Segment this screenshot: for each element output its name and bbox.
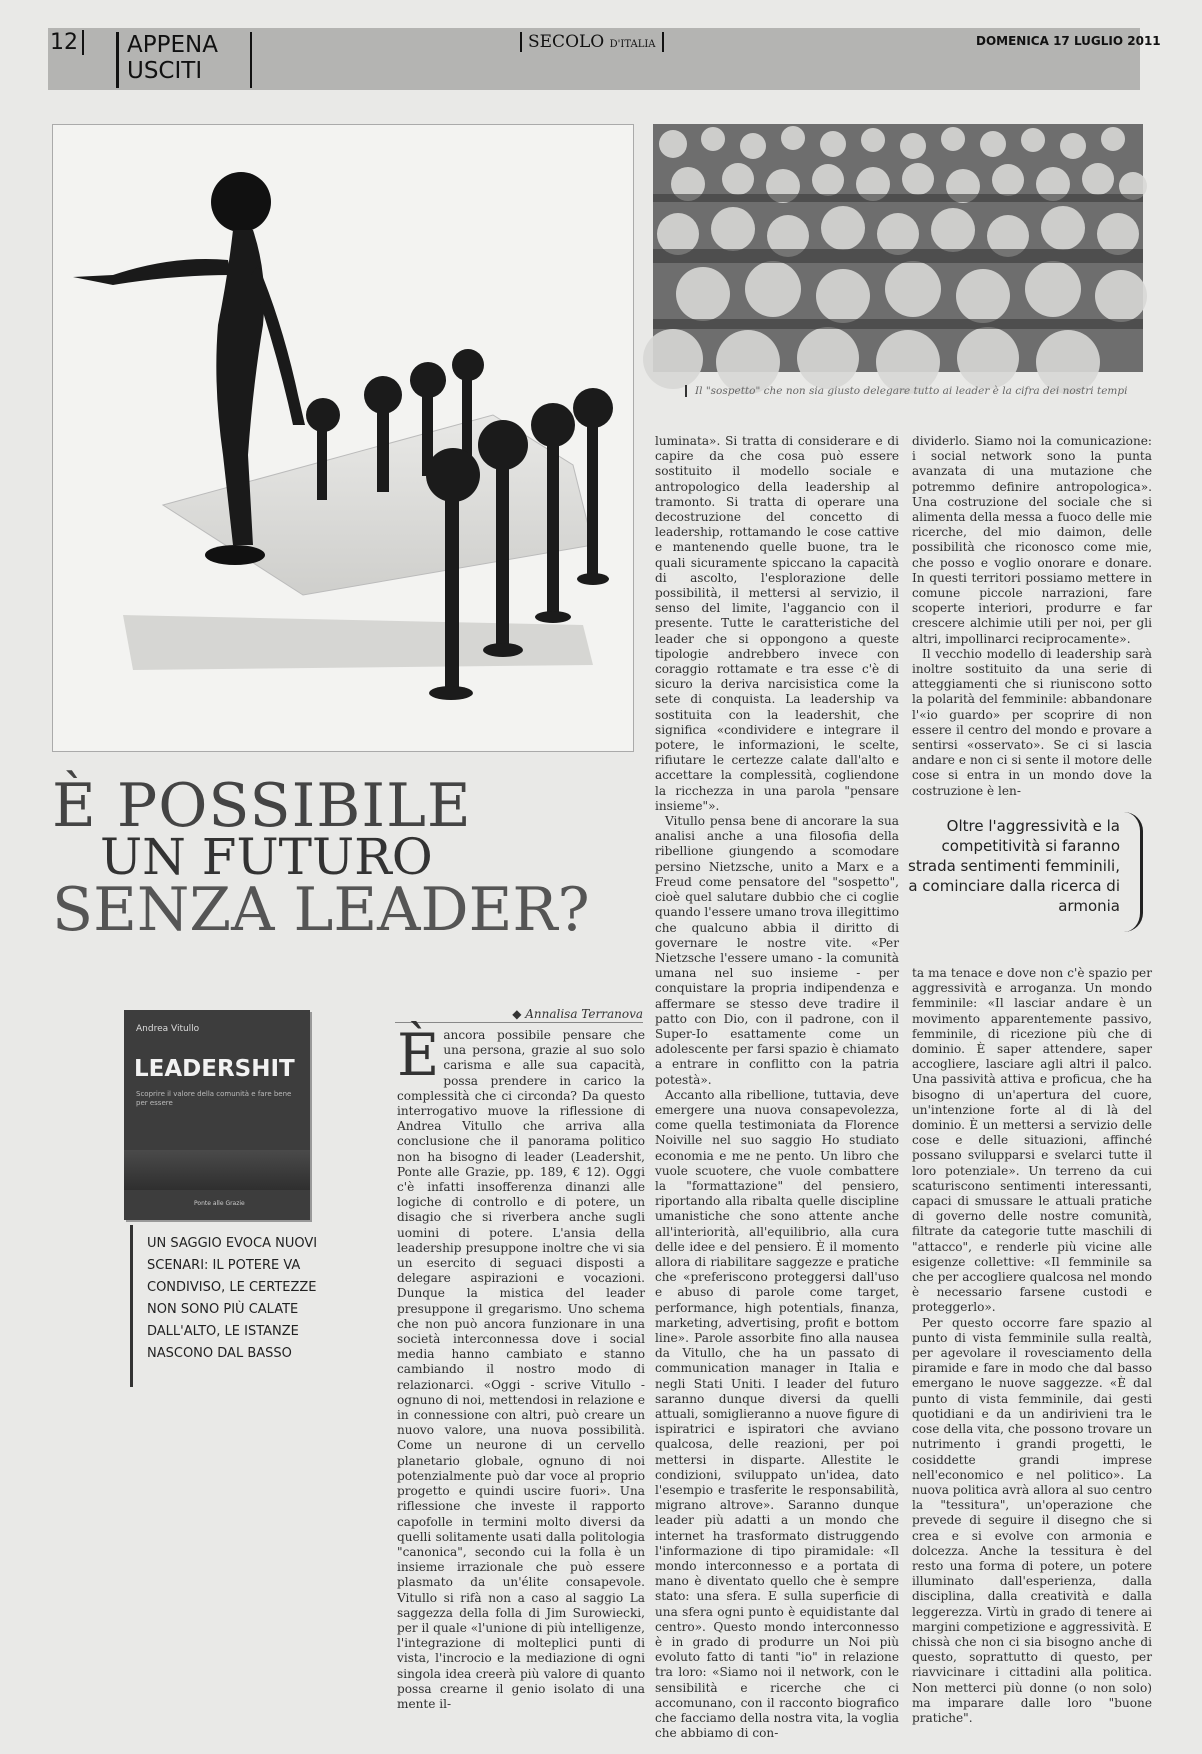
leader-followers-illustration [52,124,634,752]
crowd-image [653,124,1143,372]
paragraph: dividerlo. Siamo noi la comunicazione: i social network sono la punta avanzata di una mutazione che potremmo definire antropologica». Una costruzione del sociale che si alimenta della messa a fuoco delle mie ricerche, del mio daimon, delle possibilità che riconosco come mie, che posso e voglio onorare e donare. In questi territori possiamo mettere in comune piccole narrazioni, fare scoperte interiori, produrre e far crescere alchimie utili per noi, per gli altri, impollinarci reciprocamente». [912,434,1152,646]
book-cover [124,1010,310,1220]
masthead-name: SECOLO [528,32,605,52]
paragraph: Vitullo pensa bene di ancorare la sua analisi anche a una filosofia della ribellione giungendo a scomodare persino Nietzsche, unito a Marx e a Freud come pensatore del "sospetto", cioè quel salutare dubbio che ci coglie quando l'essere umano trova illegittimo che qualcuno abbia il diritto di governare le nostre vite. «Per Nietzsche l'essere umano - la comunità umana nel suo insieme - per conquistare la propria indipendenza e affermare se stesso deve tradire il patto con Dio, con il padrone, con il Super-Io esattamente come un adolescente per farsi spazio è chiamato a entrare in conflitto con la patria potestà». [655,814,899,1087]
crowd-photo [653,124,1143,372]
book-author: Andrea Vitullo [136,1024,200,1034]
article-column-3-top [912,434,1152,798]
paragraph: ta ma tenace e dove non c'è spazio per aggressività e arroganza. Un mondo femminile: «Il lasciar andare è un movimento apparentemente passivo, femminile, di ricezione più che di dominio. È saper attendere, saper accogliere, lasciare agli altri il palco. Una passività attiva e proficua, che ha bisogno di un'apertura del cuore, un'intenzione forte al di là del dominio. È un mettersi a servizio delle cose e delle situazioni, affinché possano svilupparsi e svelarci tutte il loro potenziale». Un terreno da cui scaturiscono sentimenti interessanti, capaci di smussare le attuali pratiche di governo delle nostre comunità, filtrate da categorie tutte maschili di "attacco", e renderle più vicine alle esigenze collettive: «Il femminile sa che per accogliere qualcosa nel mondo è necessario farsene custodi e proteggerlo». [912,966,1152,1315]
paragraph: ancora possibile pensare che una persona, grazie al suo solo carisma e alle sua capacità, possa prendere in carico la complessità che ci circonda? Da questo interrogativo muove la riflessione di Andrea Vitullo che arriva alla conclusione che il panorama politico non ha bisogno di leader (Leadershit, Ponte alle Grazie, pp. 189, € 12). Oggi c'è infatti insofferenza dinanzi alle logiche di controllo e di potere, un disagio che si riverbera anche sugli uomini di potere. L'ansia della leadership presuppone inoltre che vi sia un esercito di seguaci disposti a delegare aspirazioni e vocazioni. Dunque la mistica del leader presuppone il gregarismo. Uno schema che non può ancora funzionare in una società interconnessa dove i social media hanno cambiato e stanno cambiando il nostro modo di relazionarci. «Oggi - scrive Vitullo - ognuno di noi, mettendosi in relazione e in connessione con altri, può creare un nuovo valore, una nuova possibilità. Come un neurone di un cervello planetario globale, ognuno di noi potenzialmente può dar voce al proprio progetto e quindi uscire fuori». Una riflessione che investe il rapporto capofolle in termini molto diversi da quelli solitamente usati dalla politologia "canonica", secondo cui la folla è un insieme irrazionale che può essere plasmato da un'élite consapevole. Vitullo si rifà non a caso al saggio La saggezza della folla di Jim Surowiecki, per il quale «l'unione di più intelligenze, l'integrazione di molteplici punti di vista, l'incrocio e la mediazione di ogni singola idea creerà più valore di quanto possa crearne il genio isolato di una mente il- [397,1028,645,1711]
section-label-line2: USCITI [127,58,203,84]
photo-caption: Il "sospetto" che non sia giusto delegare tutto ai leader è la cifra dei nostri tempi [685,385,1155,397]
section-label-line1: APPENA [127,32,218,58]
book-title: LEADERSHIT [134,1056,295,1082]
paragraph: Accanto alla ribellione, tuttavia, deve emergere una nuova consapevolezza, come quella testimoniata da Florence Noiville nel suo saggio Ho studiato economia e me ne pento. Un libro che vuole scuotere, che vuole combattere la "formattazione" del pensiero, riportando alla ribalta quelle discipline umanistiche che sono attente anche all'interiorità, all'equilibrio, alla cura delle idee e del pensiero. È il momento allora di riabilitare saggezze e pratiche che «preferiscono proteggersi dall'uso e abuso di parole come target, performance, high potentials, finanza, marketing, advertising, profit e bottom line». Parole assorbite fino alla nausea da Vitullo, che ha un passato di communication manager in Italia e negli Stati Uniti. I leader del futuro saranno dunque diversi da quelli attuali, somiglieranno a nuove figure di ispiratrici e ispiratori che avviano qualcosa, delle reazioni, per poi mettersi in disparte. Allestite le condizioni, sviluppato un'idea, dato l'esempio e trasferite le responsabilità, migrano altrove». Saranno dunque leader più adatti a un mondo che internet ha trasformato distruggendo l'informazione di tipo piramidale: «Il mondo interconnesso e a portata di mano è diventato quello che è sempre stato: una sfera. E sulla superficie di una sfera ogni punto è equidistante dal centro». Questo mondo interconnesso è in grado di produrre un Noi più evoluto fatto di tanti "io" in relazione tra loro: «Siamo noi il network, con le sensibilità e ricerche che ci accomunano, con il racconto biografico che facciamo della nostra vita, la voglia che abbiamo di con- [655,1087,899,1741]
masthead [520,32,664,52]
headline-line2: UN FUTURO [100,828,433,886]
headline-line3: SENZA LEADER? [52,875,590,945]
book-cover-decoration [124,1150,310,1190]
pull-quote: Oltre l'aggressività e la competitività si faranno strada sentimenti femminili, a cominciare dalla ricerca di armonia [908,817,1120,915]
issue-date: DOMENICA 17 LUGLIO 2011 [976,34,1161,48]
sidebar-caption: UN SAGGIO EVOCA NUOVI SCENARI: IL POTERE VA CONDIVISO, LE CERTEZZE NON SONO PIÙ CALATE DALL'ALTO, LE ISTANZE NASCONO DAL BASSO [130,1225,320,1387]
paragraph: luminata». Si tratta di considerare e di capire da che cosa può essere sostituito il modello sociale e antropologico della leadership al tramonto. Si tratta di operare una decostruzione del concetto di leadership, rottamando le cose cattive e mantenendo quelle buone, tra le quali sicuramente spiccano la capacità di ascolto, l'esplorazione delle possibilità, il mettersi al servizio, il senso del limite, l'aggancio con il presente. Tutte le caratteristiche del leader che si oppongono a queste tipologie andrebbero invece con coraggio rottamate e tra esse c'è di sicuro la deriva narcisistica come la sete di conquista. La leadership va sostituita con la leadershit, che significa «condividere e integrare il potere, le informazioni, le scelte, rifiutare le certezze calate dall'alto e accettare la complessità, cogliendone la ricchezza in una parola "pensare insieme"». [655,434,899,813]
pull-quote-bracket [1124,812,1143,932]
drop-cap: È [397,1021,440,1089]
leader-figure-image [53,125,633,751]
masthead-suffix: D'ITALIA [609,39,656,50]
paragraph: Per questo occorre fare spazio al punto di vista femminile sulla realtà, per agevolare il rovesciamento della piramide e fare in modo che dal basso emergano le nuove saggezze. «È dal punto di vista femminile, dai gesti quotidiani e da un andirivieni tra le cose della vita, che possono trovare un nutrimento i grandi progetti, le cosiddette grandi imprese nell'economico e nel politico». La nuova politica avrà allora al suo centro la "tessitura", un'operazione che prevede di seguire il disegno che si crea e si evolve con armonia e dolcezza. Anche la tessitura è del resto una forma di potere, un potere illuminato dall'esperienza, dalla disciplina, dalla creatività e dalla leggerezza. Virtù in grado di tenere ai margini competizione e aggressività. E chissà che non ci sia bisogno anche di questo, soprattutto di questo, per riavvicinare i cittadini alla politica. Non metterci più donne (o non solo) ma imparare dalle loro "buone pratiche". [912,1315,1152,1725]
book-publisher: Ponte alle Grazie [194,1200,245,1207]
section-label [116,32,252,88]
byline: ◆ Annalisa Terranova [395,1006,643,1023]
article-column-3-bottom [912,966,1152,1725]
book-subtitle: Scoprire il valore della comunità e fare bene per essere [136,1090,292,1107]
page-number: 12 [50,30,84,55]
paragraph: Il vecchio modello di leadership sarà inoltre sostituito da una serie di atteggiamenti che si riuniscono sotto la polarità del femminile: abbandonare l'«io guardo» per scoprire di non essere il centro del mondo e provare a sentirsi «osservato». Se ci si lascia andare e non ci si sente il motore delle cose si entra in un mondo dove la costruzione è len- [912,646,1152,798]
article-column-2 [655,434,899,1741]
article-column-1 [397,1021,645,1720]
headline-line1: È POSSIBILE [52,771,472,841]
